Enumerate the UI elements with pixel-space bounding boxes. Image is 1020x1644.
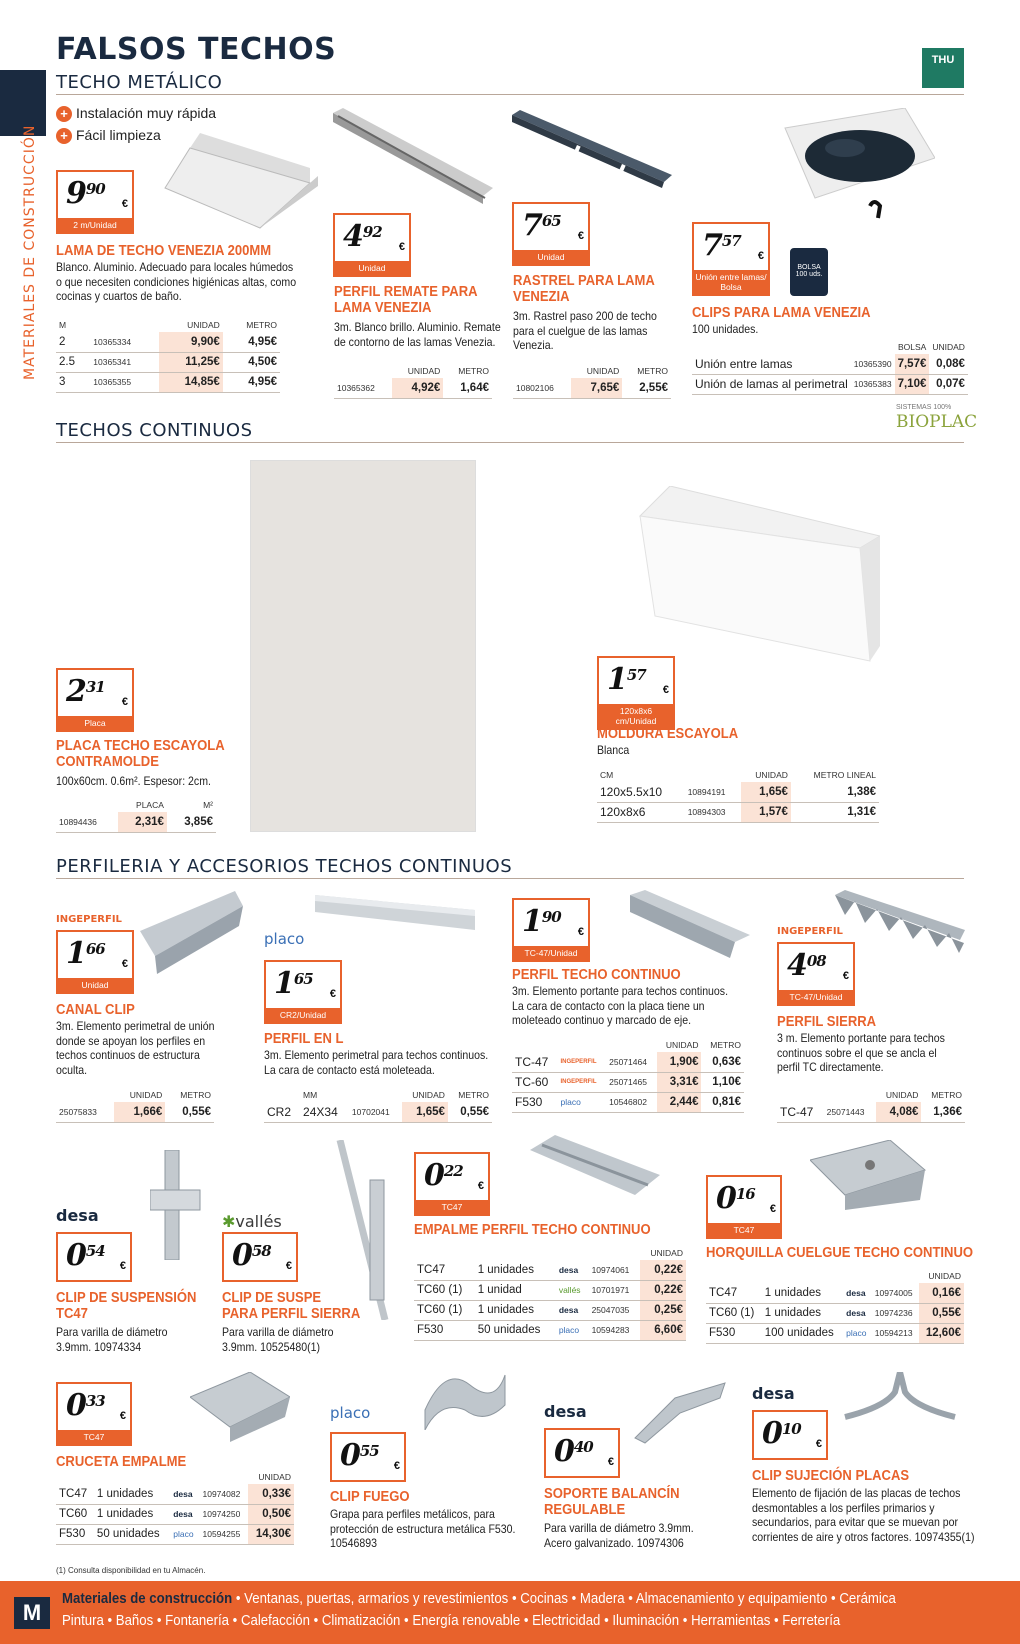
soporte-balancin-image <box>630 1378 730 1448</box>
table-row: TC60 (1) 1 unidad vallés 10701971 0,22€ <box>414 1280 686 1300</box>
product-title: LAMA DE TECHO VENEZIA 200MM <box>56 243 272 259</box>
price-tag: $2^{31}$ € Placa <box>56 668 134 732</box>
table-row: Unión entre lamas 10365390 7,57€ 0,08€ <box>692 354 968 374</box>
price-table: PLACA M² 10894436 2,31€ 3,85€ <box>56 798 216 833</box>
brand-logo: M <box>14 1597 50 1629</box>
table-row: TC47 1 unidades desa 10974005 0,16€ <box>706 1283 964 1303</box>
table-row: F530 50 unidades placo 10594283 6,60€ <box>414 1320 686 1340</box>
bullet-item: + Instalación muy rápida <box>56 102 216 124</box>
product-title: CLIPS PARA LAMA VENEZIA <box>692 305 871 321</box>
bioplac-logo: BIOPLAC <box>896 412 978 432</box>
price-table: UNIDAD TC47 1 unidades desa 10974005 0,16€ TC60 (1) 1 unidades desa 10974236 0,55€ F530 100 unidades placo 10594213 12,60€ <box>706 1269 964 1344</box>
table-row: TC-47 25071443 4,08€ 1,36€ <box>777 1102 965 1122</box>
plus-icon: + <box>56 128 72 144</box>
product-description: 3m. Elemento perimetral para techos continuos. La cara de contacto está moleteada. <box>264 1048 489 1077</box>
product-description: Blanco. Aluminio. Adecuado para locales húmedos o que necesiten condiciones higiénicas altas, como cocinas y cuartos de baño. <box>56 260 297 303</box>
price-tag: $4^{08}$ € TC-47/Unidad <box>777 942 855 1006</box>
brand-logo-valles: ✱vallés <box>222 1212 282 1231</box>
product-description: 100x60cm. 0.6m². Espesor: 2cm. <box>56 774 211 788</box>
table-row: 10802106 7,65€ 2,55€ <box>513 378 671 398</box>
clip-fuego-image <box>420 1370 510 1430</box>
perfil-techo-image <box>630 890 750 960</box>
thu-logo: THU <box>922 48 964 88</box>
cruceta-image <box>190 1372 290 1442</box>
price-table: CM UNIDAD METRO LINEAL 120x5.5x10 10894191 1,65€ 1,38€ 120x8x6 10894303 1,57€ 1,31€ <box>597 768 879 823</box>
brand-logo-desa: desa <box>56 1206 99 1225</box>
price-table: UNIDAD TC47 1 unidades desa 10974061 0,22€ TC60 (1) 1 unidad vallés 10701971 0,22€ TC60 (1) 1 unidades desa 25047035 0,25€ F530 50 unidades placo 10594283 6,60€ <box>414 1246 686 1341</box>
price-tag: $1^{66}$ € Unidad <box>56 930 134 994</box>
footer-bar <box>0 1581 1020 1644</box>
product-title: CRUCETA EMPALME <box>56 1454 187 1470</box>
brand-logo-desa: desa <box>752 1384 795 1403</box>
price-table: UNIDAD METRO 25075833 1,66€ 0,55€ <box>56 1088 214 1123</box>
footer-line-2: Pintura • Baños • Fontanería • Calefacción • Climatización • Energía renovable • Electricidad • Iluminación • Herramientas • Ferretería <box>62 1612 841 1629</box>
product-title: CLIP DE SUSPENSIÓN TC47 <box>56 1290 197 1322</box>
bioplac-tagline: SISTEMAS 100% <box>896 404 952 411</box>
product-title: MOLDURA ESCAYOLA <box>597 726 739 742</box>
product-description: Elemento de fijación de las placas de techos desmontables a los perfiles primarios y secundarios, para evitar que se muevan por corrientes de aire y otros factores. 10974355(1) <box>752 1486 975 1544</box>
placa-escayola-image <box>250 460 476 832</box>
price-table: UNIDAD METRO TC-47 INGEPERFIL 25071464 1,90€ 0,63€ TC-60 INGEPERFIL 25071465 3,31€ 1,10€ F530 placo 10546802 2,44€ 0,81€ <box>512 1038 744 1113</box>
table-row: 10894436 2,31€ 3,85€ <box>56 812 216 832</box>
footnote: (1) Consulta disponibilidad en tu Almacén. <box>56 1566 206 1575</box>
product-title: PERFIL SIERRA <box>777 1014 877 1030</box>
table-row: TC60 1 unidades desa 10974250 0,50€ <box>56 1504 294 1524</box>
price-tag: $9^{90}$ € 2 m/Unidad <box>56 170 134 234</box>
table-row: TC60 (1) 1 unidades desa 25047035 0,25€ <box>414 1300 686 1320</box>
product-description: 100 unidades. <box>692 322 759 336</box>
price-tag: $7^{57}$ € Unión entre lamas/ Bolsa <box>692 222 770 296</box>
product-description: Para varilla de diámetro 3.9mm. 10974334 <box>56 1325 168 1354</box>
perfil-l-image <box>315 890 475 940</box>
clip-sujecion-image <box>840 1372 960 1442</box>
section-techo-metalico: TECHO METÁLICO <box>56 72 223 93</box>
table-row: TC-47 INGEPERFIL 25071464 1,90€ 0,63€ <box>512 1052 744 1072</box>
product-title: HORQUILLA CUELGUE TECHO CONTINUO <box>706 1245 974 1261</box>
section-techos-continuos: TECHOS CONTINUOS <box>56 420 253 441</box>
price-tag: $0^{22}$ € TC47 <box>414 1152 490 1216</box>
table-row: 120x5.5x10 10894191 1,65€ 1,38€ <box>597 782 879 802</box>
product-description: Para varilla de diámetro 3.9mm. 10525480(1) <box>222 1325 334 1354</box>
product-title: PERFIL REMATE PARA LAMA VENEZIA <box>334 284 478 316</box>
price-table: UNIDAD METRO TC-47 25071443 4,08€ 1,36€ <box>777 1088 965 1123</box>
product-title: RASTREL PARA LAMA VENEZIA <box>513 273 655 305</box>
brand-logo-placo: placo <box>330 1404 371 1422</box>
product-title: PERFIL TECHO CONTINUO <box>512 967 681 983</box>
table-row: F530 50 unidades placo 10594255 14,30€ <box>56 1524 294 1544</box>
price-tag: $7^{65}$ € Unidad <box>512 202 590 266</box>
clips-bag-image <box>775 108 935 228</box>
table-row: Unión de lamas al perimetral 10365383 7,10€ 0,07€ <box>692 374 968 394</box>
table-row: 25075833 1,66€ 0,55€ <box>56 1102 214 1122</box>
price-tag: $1^{65}$ € CR2/Unidad <box>264 960 342 1024</box>
product-description: 3 m. Elemento portante para techos continuos sobre el que se ancla el perfil TC directamente. <box>777 1031 945 1074</box>
table-row: TC47 1 unidades desa 10974082 0,33€ <box>56 1484 294 1504</box>
price-tag: $1^{90}$ € TC-47/Unidad <box>512 898 590 962</box>
brand-logo-ingeperfil: INGEPERFIL <box>777 926 843 937</box>
clip-suspension-image <box>150 1150 210 1260</box>
price-tag: $0^{55}$ € <box>330 1432 406 1482</box>
price-table: UNIDAD METRO 10802106 7,65€ 2,55€ <box>513 364 671 399</box>
section-perfileria: PERFILERIA Y ACCESORIOS TECHOS CONTINUOS <box>56 856 513 877</box>
empalme-image <box>530 1135 660 1205</box>
product-title: PLACA TECHO ESCAYOLA CONTRAMOLDE <box>56 738 225 770</box>
price-table: M UNIDAD METRO 2 10365334 9,90€ 4,95€ 2.5 10365341 11,25€ 4,50€ 3 10365355 14,85€ 4,95€ <box>56 318 280 393</box>
brand-logo-placo: placo <box>264 930 305 948</box>
price-tag: $0^{16}$ € TC47 <box>706 1175 782 1239</box>
price-table: UNIDAD TC47 1 unidades desa 10974082 0,33€ TC60 1 unidades desa 10974250 0,50€ F530 50 unidades placo 10594255 14,30€ <box>56 1470 294 1545</box>
price-tag: $0^{40}$ € <box>544 1428 620 1478</box>
table-row: 2 10365334 9,90€ 4,95€ <box>56 332 280 352</box>
table-row: TC60 (1) 1 unidades desa 10974236 0,55€ <box>706 1303 964 1323</box>
sidebar-label: MATERIALES DE CONSTRUCCIÓN <box>22 124 38 380</box>
moldura-escayola-image <box>630 486 880 666</box>
divider <box>56 878 964 879</box>
product-description: 3m. Rastrel paso 200 de techo para el cuelgue de las lamas Venezia. <box>513 309 657 352</box>
product-title: EMPALME PERFIL TECHO CONTINUO <box>414 1222 651 1238</box>
table-row: CR2 24X34 10702041 1,65€ 0,55€ <box>264 1102 492 1122</box>
page-title: FALSOS TECHOS <box>56 32 337 67</box>
footer-line-1: Materiales de construcción • Ventanas, puertas, armarios y revestimientos • Cocinas • Madera • Almacenamiento y equipamiento • Cerámica <box>62 1590 896 1607</box>
divider <box>56 94 964 95</box>
brand-logo-desa: desa <box>544 1402 587 1421</box>
table-row: F530 placo 10546802 2,44€ 0,81€ <box>512 1092 744 1112</box>
product-description: 3m. Elemento portante para techos continuos. La cara de contacto con la placa tiene un moleteado continuo y marcado de eje. <box>512 984 729 1027</box>
price-table: BOLSA UNIDAD Unión entre lamas 10365390 7,57€ 0,08€ Unión de lamas al perimetral 10365383 7,10€ 0,07€ <box>692 340 968 395</box>
price-tag: $0^{10}$ € <box>752 1410 828 1460</box>
price-tag: $1^{57}$ € 120x8x6 cm/Unidad <box>597 656 675 730</box>
product-title: CLIP FUEGO <box>330 1489 410 1505</box>
bag-icon: BOLSA 100 uds. <box>790 248 828 296</box>
brand-logo-ingeperfil: INGEPERFIL <box>56 914 122 925</box>
product-description: Para varilla de diámetro 3.9mm. Acero galvanizado. 10974306 <box>544 1521 694 1550</box>
product-title: CANAL CLIP <box>56 1002 135 1018</box>
table-row: TC-60 INGEPERFIL 25071465 3,31€ 1,10€ <box>512 1072 744 1092</box>
canal-clip-image <box>135 886 245 976</box>
table-row: 2.5 10365341 11,25€ 4,50€ <box>56 352 280 372</box>
table-row: F530 100 unidades placo 10594213 12,60€ <box>706 1323 964 1343</box>
plus-icon: + <box>56 106 72 122</box>
product-title: CLIP DE SUSPE PARA PERFIL SIERRA <box>222 1290 361 1322</box>
product-description: 3m. Blanco brillo. Aluminio. Remate de contorno de las lamas Venezia. <box>334 320 501 349</box>
product-title: SOPORTE BALANCÍN REGULABLE <box>544 1486 680 1518</box>
table-row: 10365362 4,92€ 1,64€ <box>334 378 492 398</box>
price-table: UNIDAD METRO 10365362 4,92€ 1,64€ <box>334 364 492 399</box>
lama-venezia-image <box>160 128 320 238</box>
product-description: 3m. Elemento perimetral de unión donde se apoyan los perfiles en techos continuos de estructura oculta. <box>56 1019 215 1077</box>
product-description: Blanca <box>597 743 630 757</box>
price-tag: $0^{54}$ € <box>56 1232 132 1282</box>
price-table: MM UNIDAD METRO CR2 24X34 10702041 1,65€ 0,55€ <box>264 1088 492 1123</box>
product-title: CLIP SUJECIÓN PLACAS <box>752 1468 910 1484</box>
rastrel-image <box>512 110 672 190</box>
table-row: 3 10365355 14,85€ 4,95€ <box>56 372 280 392</box>
horquilla-image <box>810 1140 930 1210</box>
price-tag: $0^{58}$ € <box>222 1232 298 1282</box>
product-title: PERFIL EN L <box>264 1031 344 1047</box>
price-tag: $0^{33}$ € TC47 <box>56 1382 132 1446</box>
price-tag: $4^{92}$ € Unidad <box>333 213 411 277</box>
perfil-remate-image <box>333 108 493 208</box>
product-description: Grapa para perfiles metálicos, para protección de estructura metálica F530. 10546893 <box>330 1507 516 1550</box>
divider <box>56 442 964 443</box>
table-row: TC47 1 unidades desa 10974061 0,22€ <box>414 1260 686 1280</box>
table-row: 120x8x6 10894303 1,57€ 1,31€ <box>597 802 879 822</box>
bullet-item: + Fácil limpieza <box>56 124 216 146</box>
